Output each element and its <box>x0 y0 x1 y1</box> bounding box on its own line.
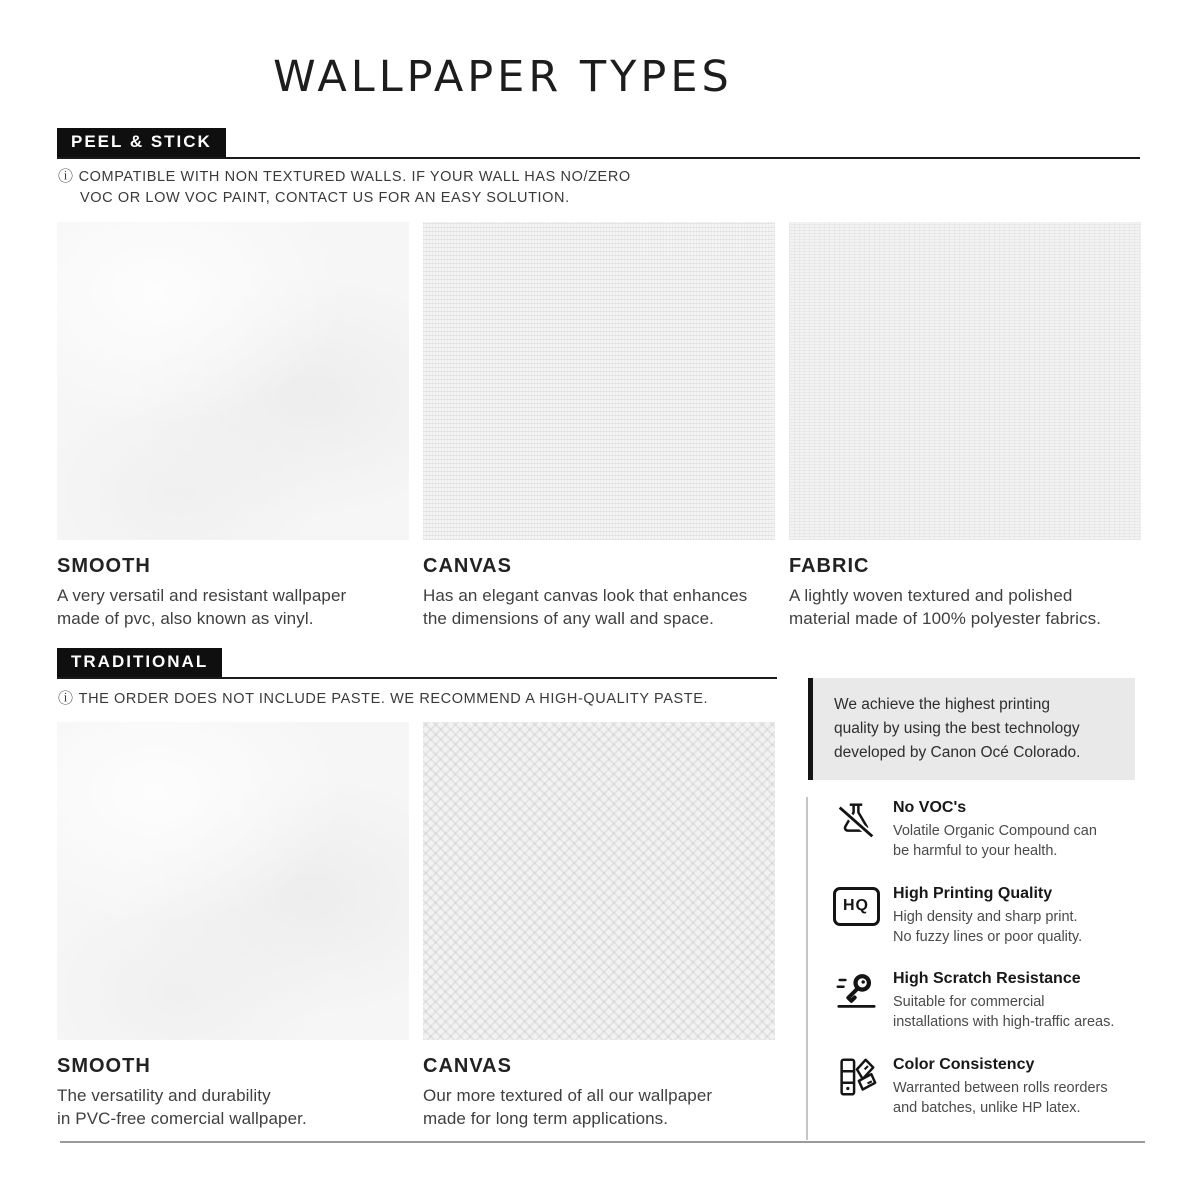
peel-stick-note <box>58 166 631 209</box>
peel-stick-note-line2: VOC OR LOW VOC PAINT, CONTACT US FOR AN EASY SOLUTION. <box>80 190 570 207</box>
feature-description-line: be harmful to your health. <box>893 843 1058 860</box>
peel-stick-note-line1: COMPATIBLE WITH NON TEXTURED WALLS. IF YOUR WALL HAS NO/ZERO <box>78 169 631 185</box>
section-header-traditional <box>57 648 777 679</box>
swatch-description-line: material made of 100% polyester fabrics. <box>789 608 1102 628</box>
feature-description-line: Warranted between rolls reorders <box>893 1079 1108 1096</box>
feature-description <box>893 992 1114 1033</box>
no-voc-flask-icon <box>832 798 880 846</box>
quote-line: quality by using the best technology <box>834 720 1080 738</box>
swatch-description-line: the dimensions of any wall and space. <box>423 608 714 628</box>
swatch-name: FABRIC <box>789 555 870 577</box>
bottom-divider <box>60 1141 1145 1143</box>
feature-no-vocs <box>832 798 1156 862</box>
info-icon: ⓘ <box>58 167 74 185</box>
feature-description-line: High density and sharp print. <box>893 908 1078 925</box>
scratch-key-icon <box>832 969 880 1017</box>
swatch-description <box>789 585 1141 631</box>
printing-quality-quote <box>808 678 1135 780</box>
canvas-texture-image <box>423 722 775 1040</box>
fabric-texture-image <box>789 222 1141 540</box>
swatch-card-canvas-traditional <box>423 722 775 1131</box>
swatch-description-line: The versatility and durability <box>57 1086 271 1105</box>
swatch-card-smooth-traditional <box>57 722 409 1131</box>
feature-description <box>893 907 1082 948</box>
feature-title: High Scratch Resistance <box>893 970 1081 988</box>
smooth-texture-image <box>57 722 409 1040</box>
swatch-name: CANVAS <box>423 1055 512 1077</box>
quote-line: We achieve the highest printing <box>834 696 1050 713</box>
swatch-name: CANVAS <box>423 555 512 577</box>
info-icon: ⓘ <box>58 689 74 707</box>
swatch-description-line: A very versatil and resistant wallpaper <box>57 586 347 605</box>
traditional-note-line1: THE ORDER DOES NOT INCLUDE PASTE. WE RECOMMEND A HIGH-QUALITY PASTE. <box>78 691 709 707</box>
feature-color-consistency <box>832 1055 1156 1119</box>
feature-title: No VOC's <box>893 799 967 816</box>
page-title: WALLPAPER TYPES <box>273 52 733 102</box>
hq-badge-icon <box>832 884 880 932</box>
traditional-note <box>58 688 708 710</box>
feature-description-line: No fuzzy lines or poor quality. <box>893 928 1083 945</box>
smooth-texture-image <box>57 222 409 540</box>
swatch-card-smooth-peel <box>57 222 409 631</box>
peel-stick-swatch-row <box>57 222 1141 631</box>
swatch-description-line: made for long term applications. <box>423 1108 669 1128</box>
hq-badge-text: HQ <box>833 887 880 926</box>
section-header-peel-stick <box>57 128 1140 159</box>
feature-description <box>893 1078 1108 1119</box>
swatch-card-fabric-peel <box>789 222 1141 631</box>
feature-description <box>893 821 1097 862</box>
swatch-description-line: Our more textured of all our wallpaper <box>423 1086 713 1105</box>
section-label-peel-stick: PEEL & STICK <box>57 128 226 157</box>
feature-title: High Printing Quality <box>893 884 1053 902</box>
feature-description-line: installations with high-traffic areas. <box>893 1014 1115 1031</box>
swatch-card-canvas-peel <box>423 222 775 631</box>
canvas-texture-image <box>423 222 775 540</box>
swatch-description <box>423 1085 775 1131</box>
feature-description-line: Volatile Organic Compound can <box>893 823 1097 839</box>
quote-line: developed by Canon Océ Colorado. <box>834 744 1081 762</box>
color-swatchbook-icon <box>832 1055 880 1103</box>
traditional-swatch-row <box>57 722 775 1131</box>
feature-description-line: and batches, unlike HP latex. <box>893 1100 1081 1117</box>
feature-description-line: Suitable for commercial <box>893 994 1045 1011</box>
section-label-traditional: TRADITIONAL <box>57 648 222 677</box>
swatch-description <box>57 585 409 631</box>
feature-title: Color Consistency <box>893 1055 1035 1073</box>
swatch-description <box>57 1085 409 1131</box>
swatch-description-line: made of pvc, also known as vinyl. <box>57 608 314 628</box>
swatch-name: SMOOTH <box>57 1055 151 1077</box>
feature-high-scratch-resistance <box>832 969 1156 1033</box>
feature-high-printing-quality <box>832 884 1156 948</box>
feature-list <box>806 797 1156 1140</box>
swatch-description-line: in PVC-free comercial wallpaper. <box>57 1108 307 1128</box>
swatch-name: SMOOTH <box>57 555 151 577</box>
swatch-description-line: Has an elegant canvas look that enhances <box>423 586 748 605</box>
swatch-description-line: A lightly woven textured and polished <box>789 586 1073 605</box>
swatch-description <box>423 585 775 631</box>
